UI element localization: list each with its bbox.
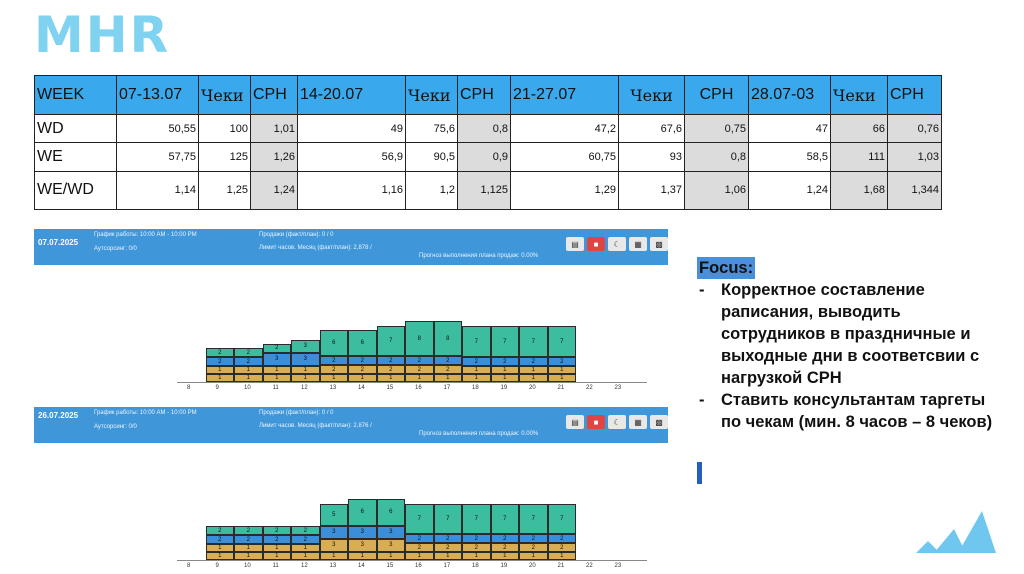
table-row (35, 115, 942, 143)
hour-tick-label: 15 (386, 385, 394, 391)
header-cell: Чеки (406, 76, 458, 115)
moon-icon[interactable]: ☾ (608, 237, 626, 251)
staff-bar-segment[interactable]: 7 (519, 504, 548, 535)
header-cell: СРН (251, 76, 298, 115)
staff-bar-segment[interactable]: 1 (234, 374, 263, 382)
header-cell: СРН (888, 76, 942, 115)
date-label[interactable]: 07.07.2025 (38, 238, 79, 247)
outsourcing-info: Аутсорсинг: 0/0 (94, 246, 137, 252)
staff-bar-segment[interactable]: 1 (519, 374, 548, 382)
staff-bar-segment[interactable]: 6 (348, 330, 377, 356)
staff-bar-segment[interactable]: 3 (291, 340, 320, 353)
hour-tick-label: 11 (272, 385, 279, 391)
staff-bar-segment[interactable]: 2 (263, 344, 292, 353)
staff-bar-segment[interactable]: 3 (377, 526, 406, 539)
table-cell: 0,8 (458, 115, 511, 143)
hour-tick-label: 13 (329, 563, 337, 569)
header-cell: Чеки (831, 76, 888, 115)
table-cell: 1,24 (749, 171, 831, 209)
staff-bar-segment[interactable]: 6 (377, 499, 406, 525)
table-cell: 1,25 (199, 171, 251, 209)
staff-bar-segment[interactable]: 2 (234, 348, 263, 357)
schedule-panel (34, 229, 668, 396)
bullet-dash: - (699, 391, 705, 409)
hour-tick-label: 9 (215, 563, 219, 569)
table-cell: 0,9 (458, 143, 511, 171)
header-cell: 28.07-03 (749, 76, 831, 115)
staff-bar-segment[interactable]: 1 (377, 552, 406, 560)
schedule-info: График работы: 10:00 AM - 10:00 PM (94, 232, 197, 238)
staff-bar-segment[interactable]: 1 (263, 544, 292, 552)
row-label: WE/WD (35, 171, 117, 209)
staff-bar-segment[interactable]: 3 (320, 539, 349, 552)
hour-tick-label: 19 (500, 385, 508, 391)
table-cell: 57,75 (117, 143, 199, 171)
staff-bar-segment[interactable]: 2 (206, 348, 235, 357)
staff-bar-segment[interactable]: 2 (491, 357, 520, 366)
calendar-icon[interactable]: ▦ (629, 415, 647, 429)
header-cell: Чеки (619, 76, 685, 115)
hour-tick-label: 8 (187, 385, 191, 391)
x-axis-line (177, 382, 647, 383)
staff-bar-segment[interactable]: 7 (434, 504, 463, 535)
staff-bar-segment[interactable]: 3 (348, 526, 377, 539)
staff-bar-segment[interactable]: 1 (491, 374, 520, 382)
table-cell: 1,01 (251, 115, 298, 143)
staff-bar-segment[interactable]: 2 (377, 365, 406, 374)
staff-bar-segment[interactable]: 7 (491, 326, 520, 357)
staff-bar-segment[interactable]: 1 (263, 366, 292, 374)
staff-bar-segment[interactable]: 1 (405, 374, 434, 382)
date-label[interactable]: 26.07.2025 (38, 411, 79, 420)
hour-tick-label: 22 (586, 563, 593, 569)
staff-bar-segment[interactable]: 1 (234, 552, 263, 560)
header-cell: 21-27.07 (511, 76, 619, 115)
staff-bar-segment[interactable]: 7 (491, 504, 520, 535)
table-row (35, 143, 942, 171)
staff-bar-segment[interactable]: 2 (519, 534, 548, 543)
table-cell: 1,37 (619, 171, 685, 209)
staff-bar-segment[interactable]: 2 (291, 535, 320, 544)
staff-bar-segment[interactable]: 2 (206, 526, 235, 535)
focus-item-text: Корректное составление раписания, выводить сотрудников в праздничные и выходные дни в соответсвии с нагрузкой СРН (721, 281, 980, 387)
schedule-panel (34, 407, 668, 574)
hour-tick-label: 20 (529, 385, 536, 391)
staff-bar-segment[interactable]: 3 (320, 526, 349, 539)
staff-bar-segment[interactable]: 1 (519, 552, 548, 560)
outsourcing-info: Аутсорсинг: 0/0 (94, 424, 137, 430)
staff-bar-segment[interactable]: 1 (548, 366, 577, 374)
focus-item (697, 279, 997, 389)
table-cell: 0,8 (685, 143, 749, 171)
row-label: WE (35, 143, 117, 171)
staff-bar-segment[interactable]: 8 (434, 321, 463, 356)
staff-bar-segment[interactable]: 1 (348, 552, 377, 560)
staff-bar-segment[interactable]: 1 (234, 366, 263, 374)
table-cell: 100 (199, 115, 251, 143)
staff-bar-segment[interactable]: 1 (234, 544, 263, 552)
header-cell: СРН (458, 76, 511, 115)
staff-bar-segment[interactable]: 2 (348, 365, 377, 374)
staff-bar-segment[interactable]: 1 (291, 544, 320, 552)
hour-tick-label: 16 (415, 563, 422, 569)
header-cell: Чеки (199, 76, 251, 115)
staff-bar-segment[interactable]: 2 (434, 543, 463, 552)
staff-bar-segment[interactable]: 7 (519, 326, 548, 357)
staff-bar-segment[interactable]: 1 (548, 374, 577, 382)
staff-bar-segment[interactable]: 1 (462, 374, 491, 382)
table-cell: 50,55 (117, 115, 199, 143)
header-cell: 07-13.07 (117, 76, 199, 115)
hour-tick-label: 10 (244, 563, 251, 569)
hour-tick-label: 20 (529, 563, 536, 569)
forecast-info: Прогноз выполнения плана продаж: 0.00% (419, 431, 539, 437)
sales-info: Продажи (факт/план): 0 / 0 (259, 232, 334, 238)
staff-bar-segment[interactable]: 2 (548, 543, 577, 552)
hour-tick-label: 22 (586, 385, 593, 391)
staff-bar-segment[interactable]: 1 (491, 552, 520, 560)
hour-tick-label: 8 (187, 563, 191, 569)
staff-bar-segment[interactable]: 2 (377, 356, 406, 365)
table-cell: 1,06 (685, 171, 749, 209)
staff-bar-segment[interactable]: 7 (462, 504, 491, 535)
staff-bar-segment[interactable]: 1 (291, 374, 320, 382)
staff-bar-segment[interactable]: 1 (291, 552, 320, 560)
staff-bar-segment[interactable]: 2 (234, 535, 263, 544)
staff-bar-segment[interactable]: 2 (462, 534, 491, 543)
schedule-toolbar (34, 229, 668, 265)
hour-tick-label: 11 (272, 563, 279, 569)
staff-bar-segment[interactable]: 2 (291, 526, 320, 535)
staff-bar-segment[interactable]: 2 (234, 357, 263, 366)
header-cell: 14-20.07 (298, 76, 406, 115)
table-cell: 1,2 (406, 171, 458, 209)
schedule-info: График работы: 10:00 AM - 10:00 PM (94, 410, 197, 416)
staff-bar-segment[interactable]: 1 (377, 374, 406, 382)
table-cell: 1,344 (888, 171, 942, 209)
lock-icon[interactable]: ■ (587, 237, 605, 251)
staff-bar-segment[interactable]: 1 (206, 374, 235, 382)
staff-bar-segment[interactable]: 1 (263, 374, 292, 382)
chart-icon[interactable]: ▤ (566, 237, 584, 251)
staff-bar-segment[interactable]: 6 (348, 499, 377, 525)
table-cell: 75,6 (406, 115, 458, 143)
staff-bar-segment[interactable]: 2 (519, 357, 548, 366)
table-cell: 0,75 (685, 115, 749, 143)
table-cell: 47,2 (511, 115, 619, 143)
sales-info: Продажи (факт/план): 0 / 0 (259, 410, 334, 416)
staff-bar-segment[interactable]: 7 (377, 326, 406, 357)
table-cell: 93 (619, 143, 685, 171)
staff-bar-segment[interactable]: 1 (291, 366, 320, 374)
table-row (35, 171, 942, 209)
table-cell: 1,29 (511, 171, 619, 209)
hour-tick-label: 21 (557, 563, 565, 569)
staff-bar-segment[interactable]: 3 (377, 539, 406, 552)
staff-bar-segment[interactable]: 1 (434, 552, 463, 560)
staff-bar-segment[interactable]: 3 (263, 353, 292, 366)
staff-bar-segment[interactable]: 8 (405, 321, 434, 356)
table-cell: 1,125 (458, 171, 511, 209)
toolbar-buttons (566, 237, 668, 251)
staff-bar-segment[interactable]: 2 (206, 535, 235, 544)
hour-tick-label: 12 (301, 563, 308, 569)
staff-bar-segment[interactable]: 7 (405, 504, 434, 535)
table-cell: 1,24 (251, 171, 298, 209)
chart-icon[interactable]: ▤ (566, 415, 584, 429)
staff-bar-segment[interactable]: 2 (548, 357, 577, 366)
bullet-dash: - (699, 281, 705, 299)
staff-bar-segment[interactable]: 3 (348, 539, 377, 552)
accent-bar (697, 462, 702, 484)
hour-tick-label: 18 (472, 385, 479, 391)
staff-bar-segment[interactable]: 1 (348, 374, 377, 382)
hour-tick-label: 18 (472, 563, 479, 569)
table-cell: 47 (749, 115, 831, 143)
page-title: MHR (34, 6, 171, 64)
forecast-info: Прогноз выполнения плана продаж: 0.00% (419, 253, 539, 259)
staff-bar-segment[interactable]: 7 (548, 326, 577, 357)
staffing-chart (34, 443, 668, 574)
hour-tick-label: 12 (301, 385, 308, 391)
focus-notes (697, 257, 997, 433)
hour-tick-label: 17 (443, 563, 451, 569)
hours-limit-info: Лимит часов. Месяц (факт/план): 2,878 / (259, 245, 372, 251)
table-cell: 49 (298, 115, 406, 143)
grid-icon[interactable]: ▩ (650, 415, 668, 429)
staff-bar-segment[interactable]: 1 (434, 374, 463, 382)
hours-limit-info: Лимит часов. Месяц (факт/план): 2,876 / (259, 423, 372, 429)
hour-tick-label: 14 (358, 563, 365, 569)
staff-bar-segment[interactable]: 2 (491, 534, 520, 543)
table-cell: 111 (831, 143, 888, 171)
staff-bar-segment[interactable]: 2 (405, 543, 434, 552)
staff-bar-segment[interactable]: 1 (462, 552, 491, 560)
staff-bar-segment[interactable]: 2 (434, 534, 463, 543)
staff-bar-segment[interactable]: 2 (491, 543, 520, 552)
table-cell: 1,14 (117, 171, 199, 209)
hour-tick-label: 16 (415, 385, 422, 391)
hour-tick-label: 14 (358, 385, 365, 391)
staff-bar-segment[interactable]: 2 (348, 356, 377, 365)
table-cell: 60,75 (511, 143, 619, 171)
staff-bar-segment[interactable]: 1 (548, 552, 577, 560)
hour-tick-label: 23 (614, 563, 622, 569)
toolbar-buttons (566, 415, 668, 429)
x-axis-line (177, 560, 647, 561)
staff-bar-segment[interactable]: 2 (234, 526, 263, 535)
weekly-kpi-table (34, 75, 942, 210)
staff-bar-segment[interactable]: 5 (320, 504, 349, 526)
grid-icon[interactable]: ▩ (650, 237, 668, 251)
table-header-row (35, 76, 942, 115)
staff-bar-segment[interactable]: 2 (405, 356, 434, 365)
moon-icon[interactable]: ☾ (608, 415, 626, 429)
staff-bar-segment[interactable]: 2 (206, 357, 235, 366)
staff-bar-segment[interactable]: 1 (462, 366, 491, 374)
focus-heading: Focus: (699, 259, 754, 277)
staff-bar-segment[interactable]: 3 (291, 353, 320, 366)
staff-bar-segment[interactable]: 2 (548, 534, 577, 543)
staff-bar-segment[interactable]: 1 (206, 544, 235, 552)
staff-bar-segment[interactable]: 2 (519, 543, 548, 552)
staff-bar-segment[interactable]: 1 (206, 552, 235, 560)
staff-bar-segment[interactable]: 2 (434, 365, 463, 374)
hour-tick-label: 10 (244, 385, 251, 391)
staffing-chart (34, 265, 668, 396)
staff-bar-segment[interactable]: 6 (320, 330, 349, 356)
table-cell: 58,5 (749, 143, 831, 171)
staff-bar-segment[interactable]: 2 (462, 357, 491, 366)
table-cell: 1,68 (831, 171, 888, 209)
calendar-icon[interactable]: ▦ (629, 237, 647, 251)
focus-item (697, 389, 997, 433)
table-cell: 0,76 (888, 115, 942, 143)
hour-tick-label: 23 (614, 385, 622, 391)
table-cell: 125 (199, 143, 251, 171)
staff-bar-segment[interactable]: 2 (405, 365, 434, 374)
staff-bar-segment[interactable]: 2 (320, 365, 349, 374)
row-label: WD (35, 115, 117, 143)
hour-tick-label: 13 (329, 385, 337, 391)
staff-bar-segment[interactable]: 7 (462, 326, 491, 357)
table-cell: 1,16 (298, 171, 406, 209)
staff-bar-segment[interactable]: 1 (320, 374, 349, 382)
table-cell: 1,03 (888, 143, 942, 171)
staff-bar-segment[interactable]: 1 (320, 552, 349, 560)
table-cell: 67,6 (619, 115, 685, 143)
hour-tick-label: 21 (557, 385, 565, 391)
staff-bar-segment[interactable]: 2 (263, 526, 292, 535)
hour-tick-label: 15 (386, 563, 394, 569)
staff-bar-segment[interactable]: 1 (519, 366, 548, 374)
staff-bar-segment[interactable]: 2 (405, 534, 434, 543)
hour-tick-label: 9 (215, 385, 219, 391)
staff-bar-segment[interactable]: 2 (434, 356, 463, 365)
header-cell: WEEK (35, 76, 117, 115)
brand-logo (912, 505, 998, 555)
staff-bar-segment[interactable]: 1 (206, 366, 235, 374)
staff-bar-segment[interactable]: 2 (263, 535, 292, 544)
staff-bar-segment[interactable]: 1 (491, 366, 520, 374)
header-cell: СРН (685, 76, 749, 115)
staff-bar-segment[interactable]: 7 (548, 504, 577, 535)
hour-tick-label: 19 (500, 563, 508, 569)
table-cell: 56,9 (298, 143, 406, 171)
staff-bar-segment[interactable]: 1 (405, 552, 434, 560)
staff-bar-segment[interactable]: 2 (462, 543, 491, 552)
table-cell: 66 (831, 115, 888, 143)
staff-bar-segment[interactable]: 2 (320, 356, 349, 365)
table-cell: 1,26 (251, 143, 298, 171)
schedule-toolbar (34, 407, 668, 443)
hour-tick-label: 17 (443, 385, 451, 391)
lock-icon[interactable]: ■ (587, 415, 605, 429)
focus-item-text: Ставить консультантам таргеты по чекам (мин. 8 часов – 8 чеков) (721, 391, 993, 431)
staff-bar-segment[interactable]: 1 (263, 552, 292, 560)
table-cell: 90,5 (406, 143, 458, 171)
